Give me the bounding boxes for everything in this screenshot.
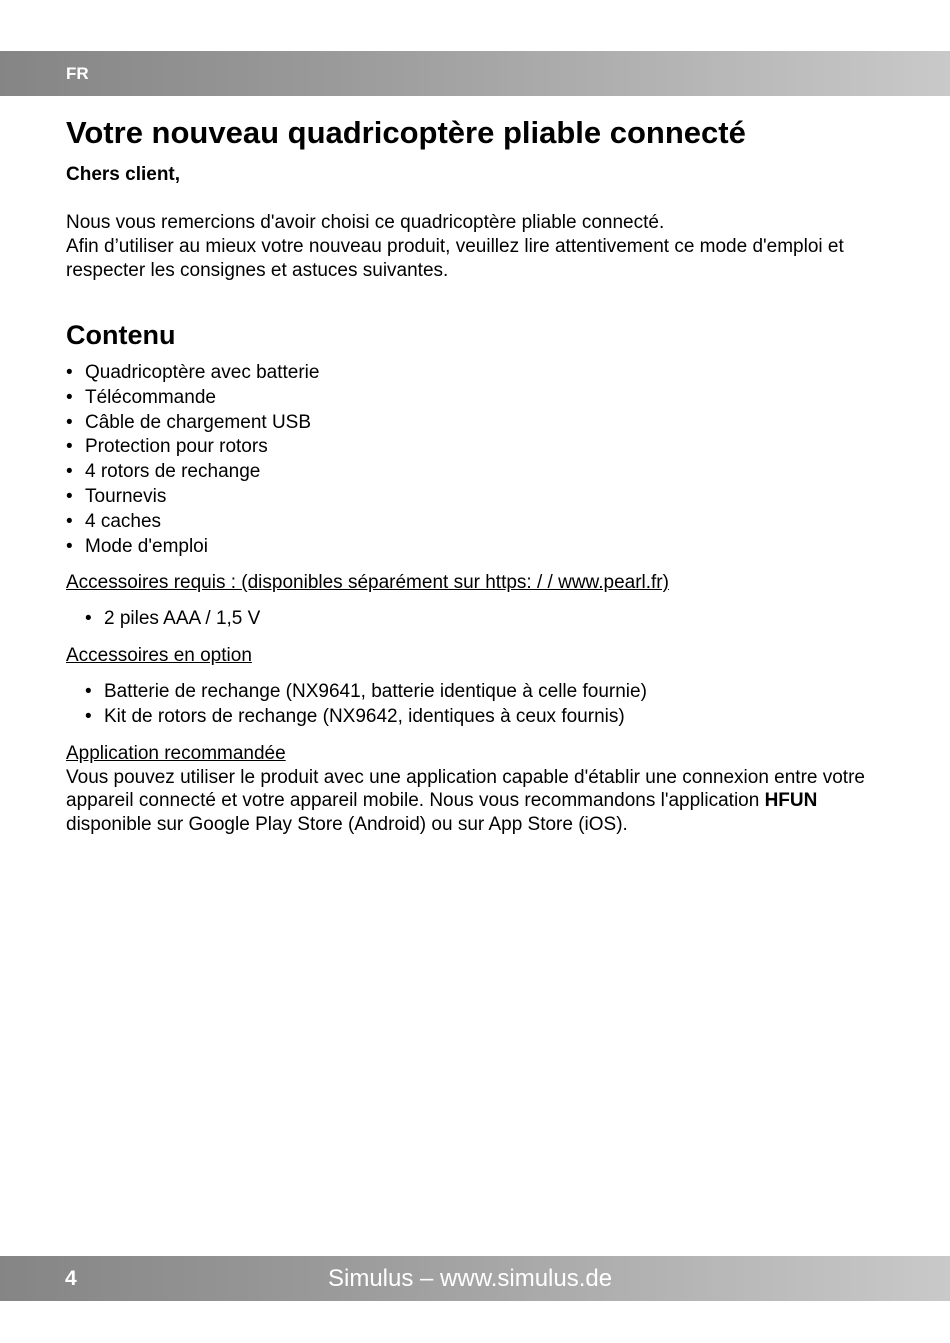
app-heading: Application recommandée — [66, 742, 286, 764]
intro-paragraph — [66, 211, 886, 283]
required-accessories-list — [85, 607, 886, 632]
app-paragraph: Vous pouvez utiliser le produit avec une application capable d'établir une connexion entre votre appareil connecté et votre appareil mobile. Nous vous recommandons l'application HFUN disponible sur Google Play Store (Android) ou sur App Store (iOS). — [66, 766, 865, 835]
page-title: Votre nouveau quadricoptère pliable connecté — [66, 115, 746, 150]
list-item: • 4 caches — [66, 510, 886, 535]
bullet-icon: • — [66, 386, 73, 408]
contents-list — [66, 361, 886, 559]
app-name: HFUN — [764, 790, 818, 812]
page-content — [66, 113, 886, 836]
list-item: • Mode d'emploi — [66, 535, 886, 560]
contents-heading: Contenu — [66, 320, 176, 350]
list-item: • Quadricoptère avec batterie — [66, 361, 886, 386]
bullet-icon: • — [66, 411, 73, 433]
bullet-icon: • — [66, 510, 73, 532]
intro-line-2: Afin d’utiliser au mieux votre nouveau produit, veuillez lire attentivement ce mode d'emploi et respecter les consignes et astuces suivantes. — [66, 236, 844, 281]
list-item: • 2 piles AAA / 1,5 V — [85, 607, 886, 632]
list-item: • 4 rotors de rechange — [66, 460, 886, 485]
list-item: • Câble de chargement USB — [66, 411, 886, 436]
bullet-icon: • — [85, 681, 92, 703]
bullet-icon: • — [66, 485, 73, 507]
bullet-icon: • — [66, 362, 73, 383]
optional-accessories-list — [85, 680, 886, 730]
list-item: • Télécommande — [66, 386, 886, 411]
required-accessories-heading: Accessoires requis : (disponibles séparément sur https: / / www.pearl.fr) — [66, 572, 669, 594]
bullet-icon: • — [85, 705, 92, 727]
bullet-icon: • — [66, 461, 73, 483]
list-item: • Kit de rotors de rechange (NX9642, identiques à ceux fournis) — [85, 705, 886, 730]
footer-band — [0, 1256, 950, 1301]
bullet-icon: • — [85, 608, 92, 630]
list-item: • Tournevis — [66, 485, 886, 510]
language-label: FR — [66, 64, 89, 83]
bullet-icon: • — [66, 436, 73, 458]
optional-accessories-heading: Accessoires en option — [66, 645, 252, 667]
list-item: • Batterie de rechange (NX9641, batterie identique à celle fournie) — [85, 680, 886, 705]
bullet-icon: • — [66, 535, 73, 557]
page-number: 4 — [65, 1267, 77, 1290]
intro-line-1: Nous vous remercions d'avoir choisi ce quadricoptère pliable connecté. — [66, 212, 665, 233]
list-item: • Protection pour rotors — [66, 435, 886, 460]
footer-text: Simulus – www.simulus.de — [328, 1265, 613, 1292]
greeting: Chers client, — [66, 164, 181, 185]
header-band — [0, 51, 950, 96]
